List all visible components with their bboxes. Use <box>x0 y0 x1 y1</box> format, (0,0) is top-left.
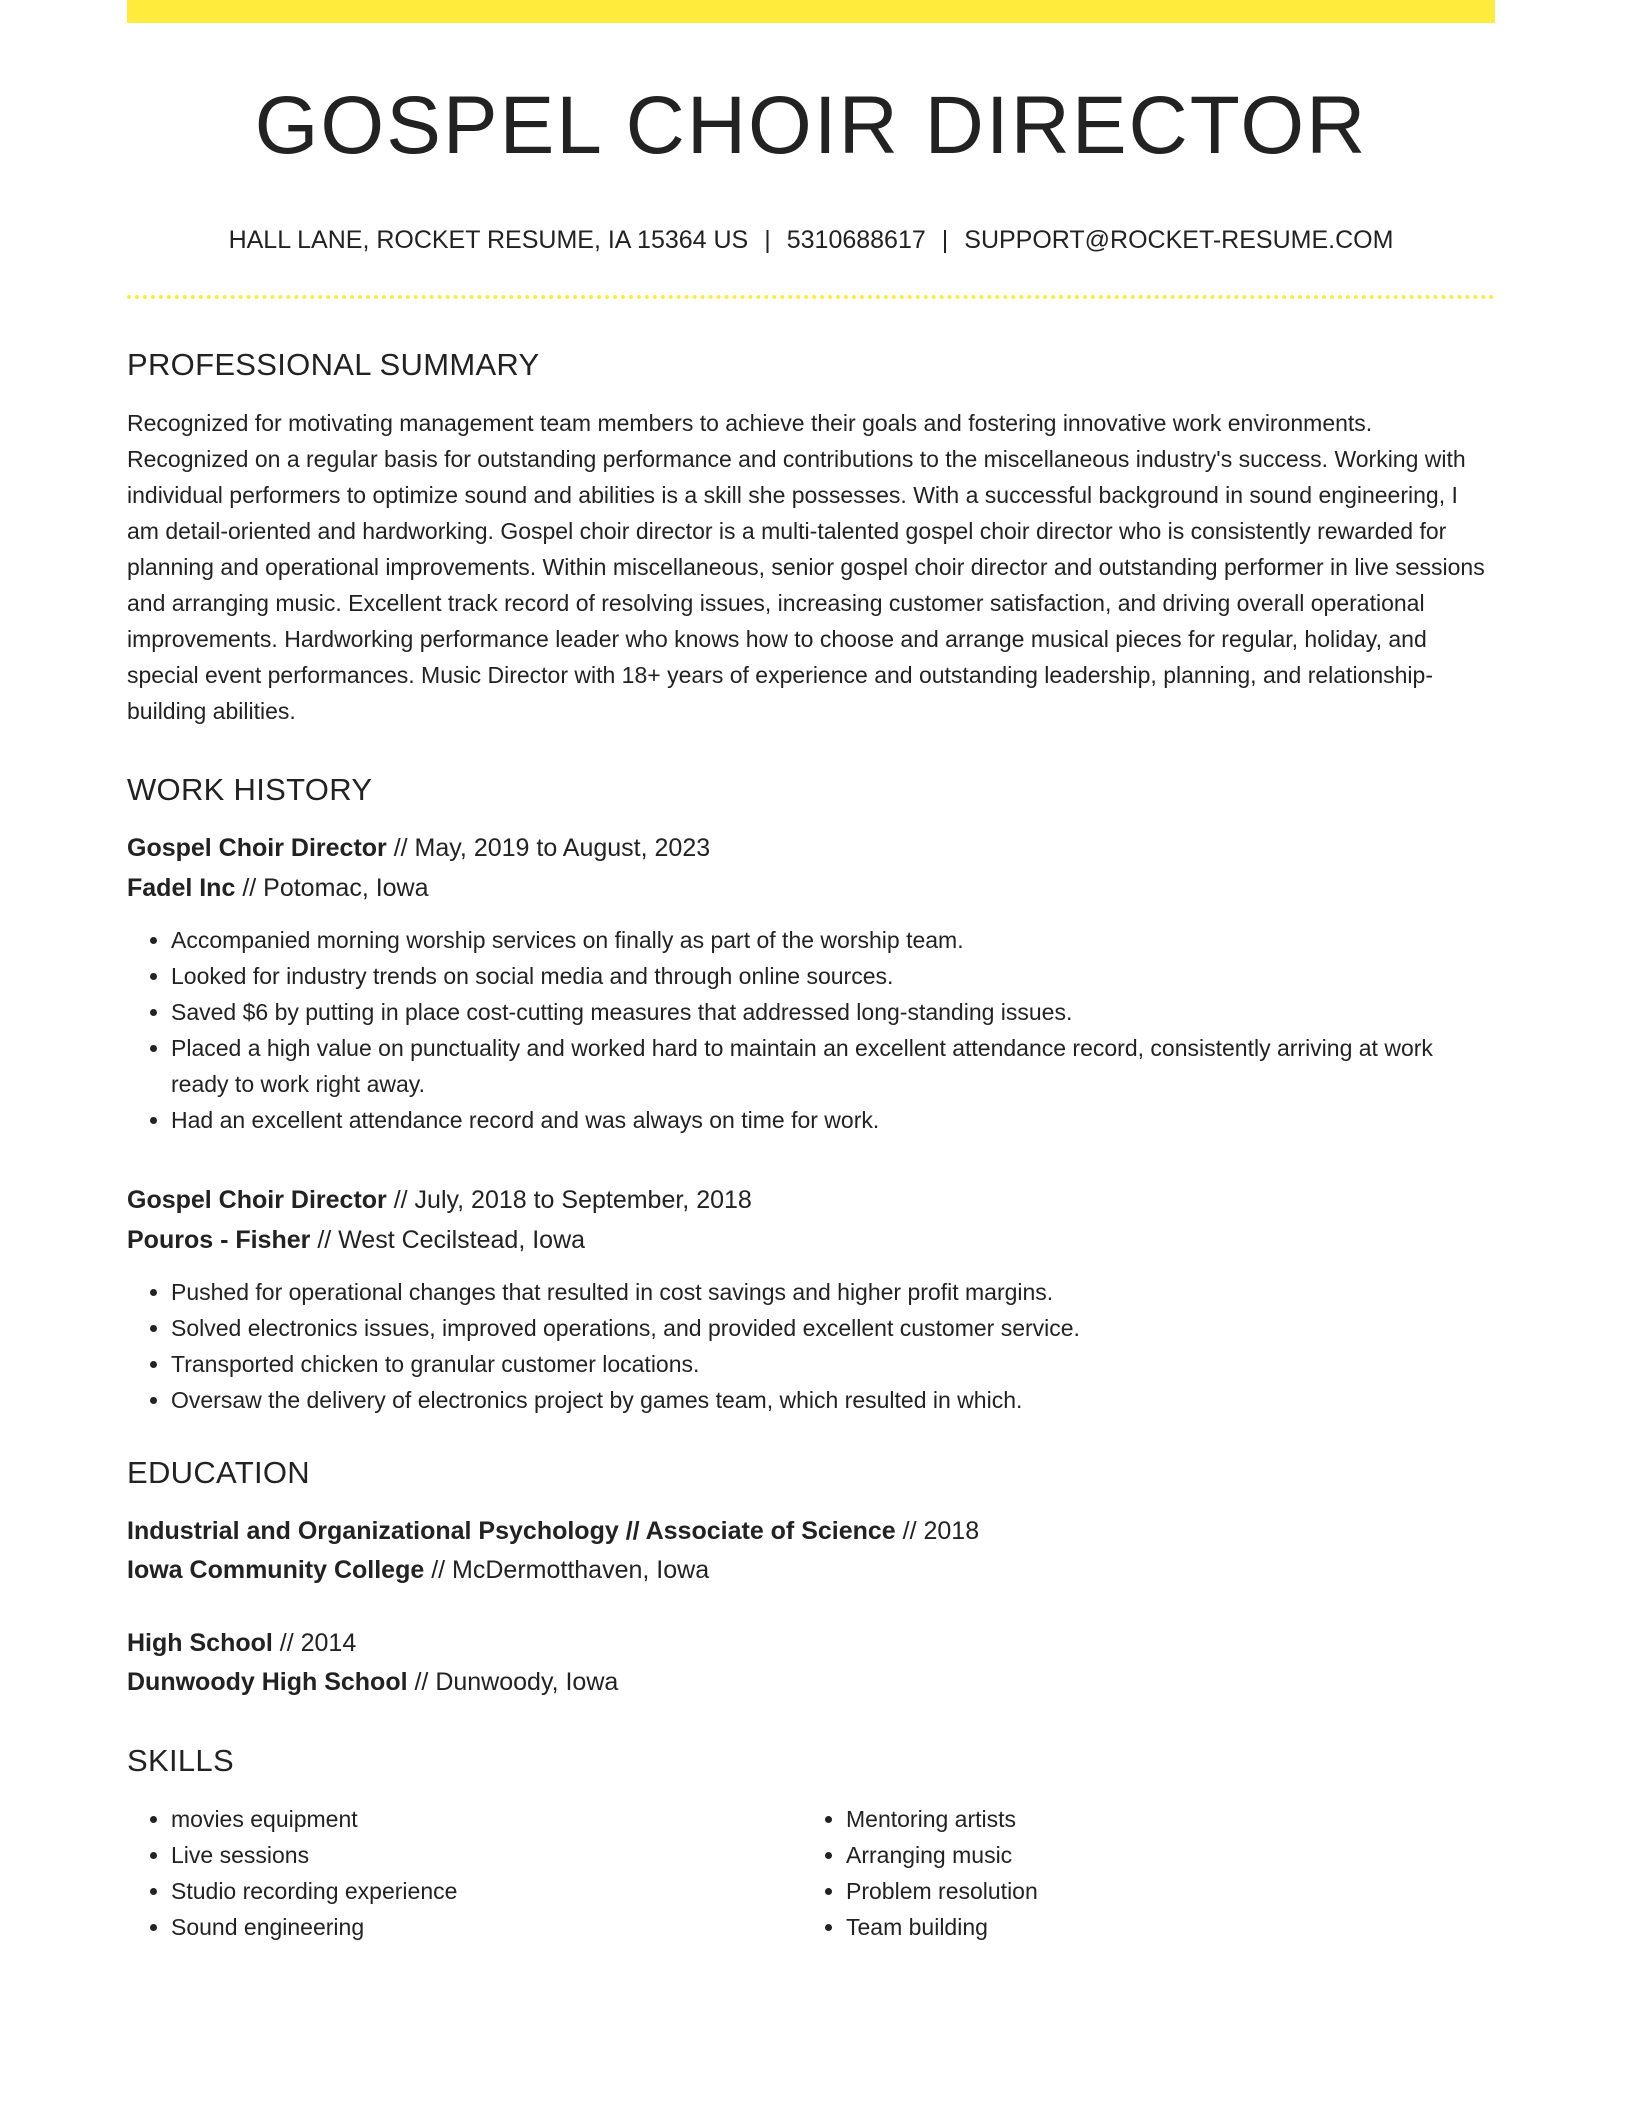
job-company-line <box>127 1220 1495 1260</box>
summary-heading: PROFESSIONAL SUMMARY <box>127 347 540 382</box>
education-entry <box>127 1512 1495 1590</box>
job-bullet: • Saved $6 by putting in place cost-cutting measures that addressed long-standing issues. <box>171 994 1495 1030</box>
job-dates: // July, 2018 to September, 2018 <box>386 1186 752 1215</box>
job-bullet: • Had an excellent attendance record and was always on time for work. <box>171 1102 1495 1138</box>
contact-separator: | <box>941 226 949 254</box>
education-degree-line <box>127 1624 1495 1663</box>
job-company: Fadel Inc <box>127 874 236 903</box>
job-location: // West Cecilstead, Iowa <box>310 1226 586 1255</box>
skill-item: • Live sessions <box>171 1837 802 1873</box>
work-history-heading: WORK HISTORY <box>127 772 373 808</box>
job-bullet: • Transported chicken to granular customer locations. <box>171 1346 1495 1382</box>
education-degree-line <box>127 1512 1495 1551</box>
job-dates: // May, 2019 to August, 2023 <box>386 834 711 863</box>
skills-column-right <box>802 1801 1477 1945</box>
job-company-line <box>127 868 1495 908</box>
contact-address: HALL LANE, ROCKET RESUME, IA 15364 US <box>228 226 749 254</box>
skill-item: • Arranging music <box>846 1837 1477 1873</box>
education-degree: Industrial and Organizational Psychology // Associate of Science <box>127 1516 896 1545</box>
education-heading: EDUCATION <box>127 1455 310 1491</box>
skill-item: • Mentoring artists <box>846 1801 1477 1837</box>
job-bullet: • Pushed for operational changes that resulted in cost savings and higher profit margins. <box>171 1274 1495 1310</box>
job-entry <box>127 828 1495 1138</box>
resume-page <box>127 0 1495 1945</box>
skill-item: • Sound engineering <box>171 1909 802 1945</box>
skill-item: • movies equipment <box>171 1801 802 1837</box>
job-role: Gospel Choir Director <box>127 834 387 863</box>
education-location: // Dunwoody, Iowa <box>407 1667 619 1696</box>
dotted-divider <box>127 295 1495 299</box>
education-year: // 2014 <box>272 1628 357 1657</box>
contact-separator: | <box>764 226 771 254</box>
job-role: Gospel Choir Director <box>127 1186 387 1215</box>
education-school: Iowa Community College <box>127 1555 425 1584</box>
education-school-line <box>127 1663 1495 1702</box>
education-degree: High School <box>127 1628 273 1657</box>
education-school: Dunwoody High School <box>127 1667 408 1696</box>
contact-email: SUPPORT@ROCKET-RESUME.COM <box>964 226 1394 254</box>
job-bullet: • Accompanied morning worship services on finally as part of the worship team. <box>171 922 1495 958</box>
skill-item: • Studio recording experience <box>171 1873 802 1909</box>
education-year: // 2018 <box>895 1516 980 1545</box>
skill-item: • Problem resolution <box>846 1873 1477 1909</box>
job-title-line <box>127 1180 1495 1220</box>
education-location: // McDermotthaven, Iowa <box>424 1555 710 1584</box>
summary-text: Recognized for motivating management team members to achieve their goals and fostering innovative work environments. Recognized on a regular basis for outstanding performance and contributions to the miscellaneous industry's success. Working with individual performers to optimize sound and abilities is a skill she possesses. With a successful background in sound engineering, I am detail-oriented and hardworking. Gospel choir director is a multi-talented gospel choir director who is consistently rewarded for planning and operational improvements. Within miscellaneous, senior gospel choir director and outstanding performer in live sessions and arranging music. Excellent track record of resolving issues, increasing customer satisfaction, and driving overall operational improvements. Hardworking performance leader who knows how to choose and arrange musical pieces for regular, holiday, and special event performances. Music Director with 18+ years of experience and outstanding leadership, planning, and relationship-building abilities. <box>127 410 1485 725</box>
skills-list <box>127 1801 1495 1945</box>
resume-title: GOSPEL CHOIR DIRECTOR <box>254 80 1368 171</box>
skills-column-left <box>127 1801 802 1945</box>
job-location: // Potomac, Iowa <box>235 874 429 903</box>
contact-line <box>127 225 1495 255</box>
job-title-line <box>127 828 1495 868</box>
job-bullets <box>127 1274 1495 1418</box>
accent-top-bar <box>127 0 1495 23</box>
education-entry <box>127 1624 1495 1702</box>
contact-phone: 5310688617 <box>786 226 926 254</box>
job-entry <box>127 1180 1495 1418</box>
job-bullet: • Looked for industry trends on social media and through online sources. <box>171 958 1495 994</box>
job-company: Pouros - Fisher <box>127 1226 311 1255</box>
skill-item: • Team building <box>846 1909 1477 1945</box>
skills-heading: SKILLS <box>127 1742 234 1778</box>
job-bullet: • Oversaw the delivery of electronics project by games team, which resulted in which. <box>171 1382 1495 1418</box>
job-bullets <box>127 922 1495 1138</box>
education-school-line <box>127 1551 1495 1590</box>
job-bullet: • Placed a high value on punctuality and worked hard to maintain an excellent attendance record, consistently arriving at work ready to work right away. <box>171 1030 1495 1102</box>
job-bullet: • Solved electronics issues, improved operations, and provided excellent customer service. <box>171 1310 1495 1346</box>
